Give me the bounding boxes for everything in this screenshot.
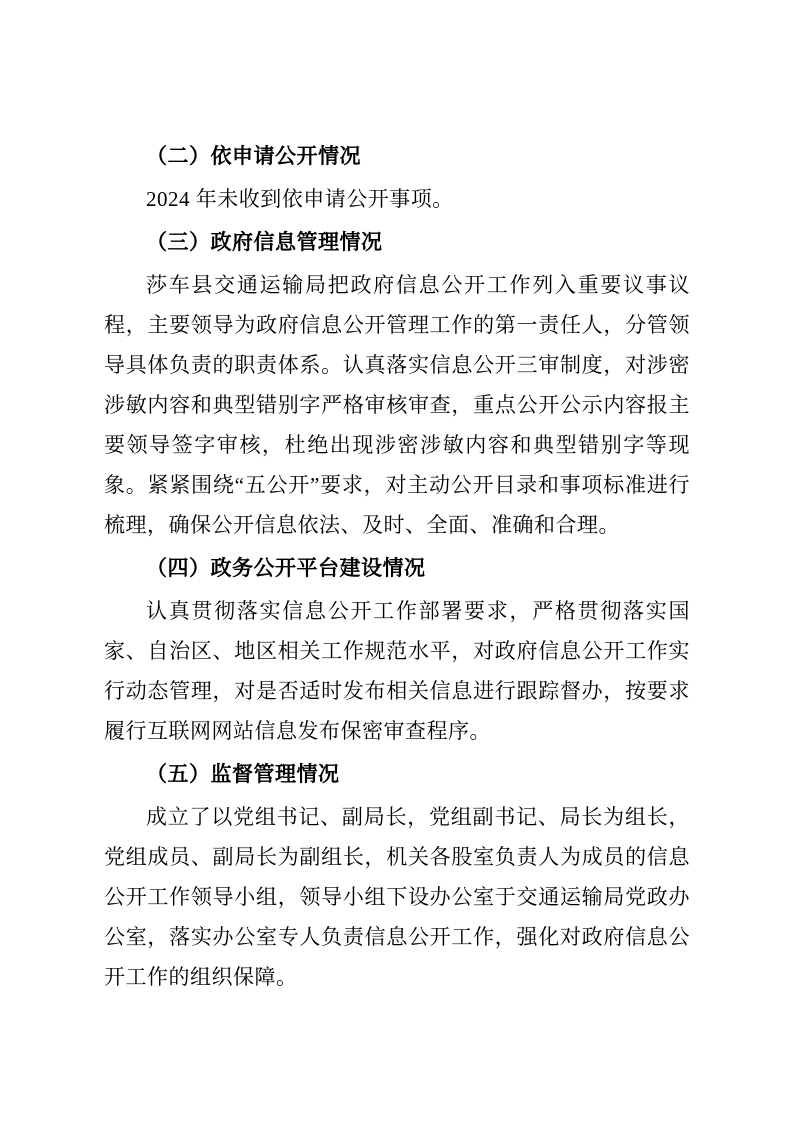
document-content xyxy=(104,136,690,1000)
para-info-management: 莎车县交通运输局把政府信息公开工作列入重要议事议程，主要领导为政府信息公开管理工作的第一责任人，分管领导具体负责的职责体系。认真落实信息公开三审制度，对涉密涉敏内容和典型错别字严格审核审查，重点公开公示内容报主要领导签字审核，杜绝出现涉密涉敏内容和典型错别字等现象。紧紧围绕“五公开”要求，对主动公开目录和事项标准进行梳理，确保公开信息依法、及时、全面、准确和合理。 xyxy=(104,273,690,537)
heading-platform-construction: （四）政务公开平台建设情况 xyxy=(146,556,426,580)
para-request-based-disclosure: 2024 年未收到依申请公开事项。 xyxy=(146,187,454,211)
heading-request-based-disclosure: （二）依申请公开情况 xyxy=(146,144,361,168)
heading-supervision-management: （五）监督管理情况 xyxy=(146,762,340,786)
para-platform-construction: 认真贯彻落实信息公开工作部署要求，严格贯彻落实国家、自治区、地区相关工作规范水平，对政府信息公开工作实行动态管理，对是否适时发布相关信息进行跟踪督办，按要求履行互联网网站信息发布保密审查程序。 xyxy=(104,599,690,743)
heading-info-management: （三）政府信息管理情况 xyxy=(146,230,383,254)
para-supervision-management: 成立了以党组书记、副局长，党组副书记、局长为组长，党组成员、副局长为副组长，机关各股室负责人为成员的信息公开工作领导小组，领导小组下设办公室于交通运输局党政办公室，落实办公室专人负责信息公开工作，强化对政府信息公开工作的组织保障。 xyxy=(104,805,690,989)
